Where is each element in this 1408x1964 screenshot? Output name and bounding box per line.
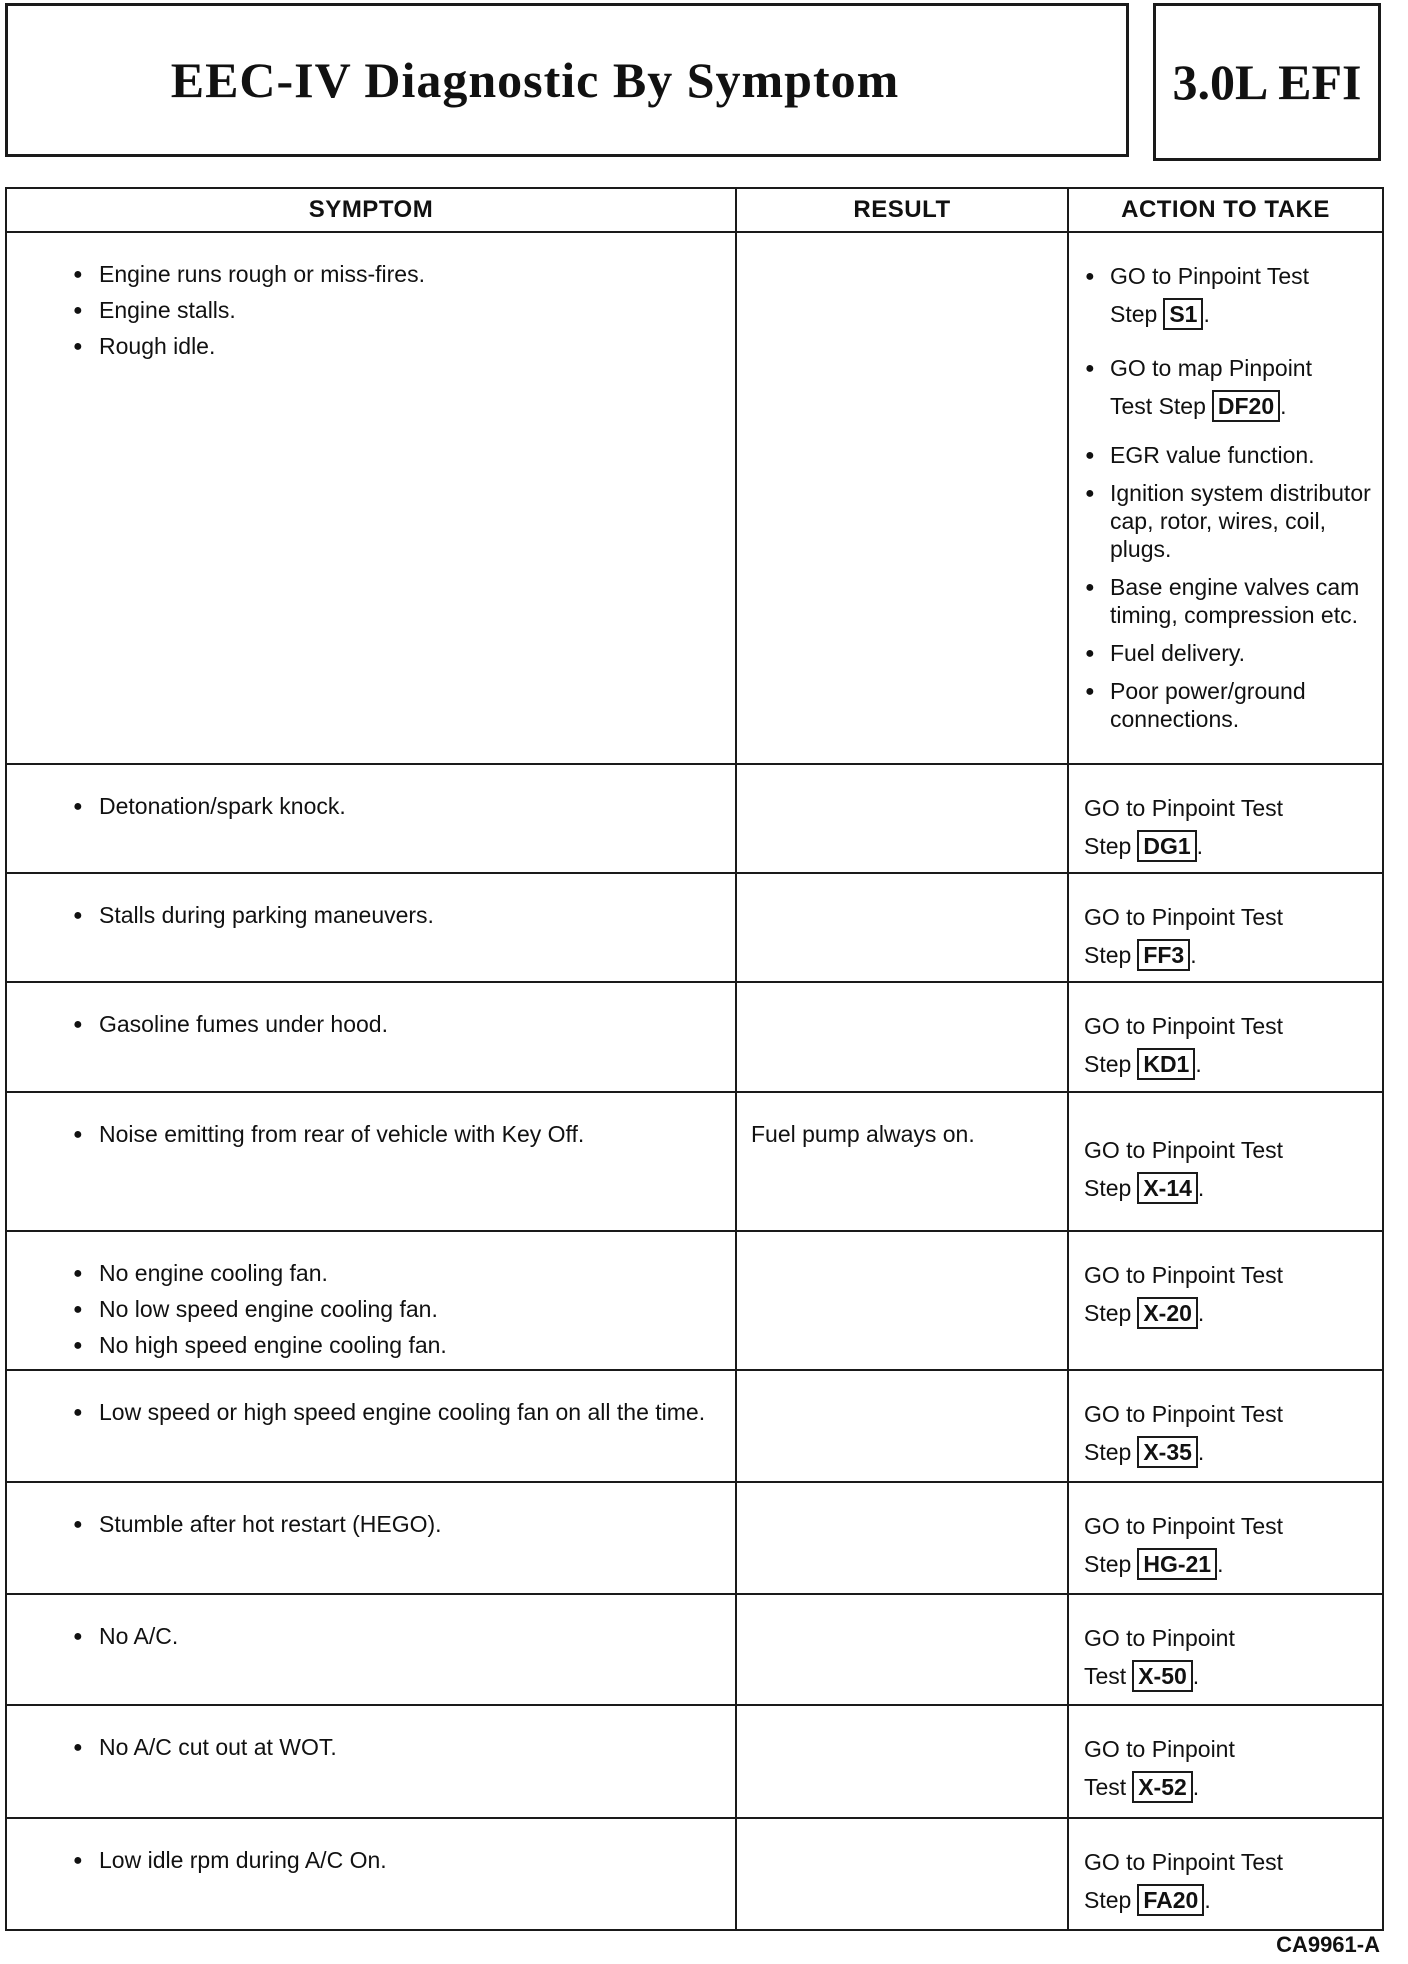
result-text <box>737 1371 1067 1399</box>
symptom-item: ● Low idle rpm during A/C On. <box>99 1847 727 1874</box>
step-reference: X-35 <box>1137 1436 1198 1468</box>
table-row <box>6 1705 1383 1818</box>
table-row <box>6 1370 1383 1482</box>
step-reference: FA20 <box>1137 1884 1204 1916</box>
symptom-item: ● Gasoline fumes under hood. <box>99 1011 727 1038</box>
table-row <box>6 1092 1383 1231</box>
result-text <box>737 1232 1067 1260</box>
result-cell <box>736 1482 1068 1594</box>
step-reference: X-52 <box>1132 1771 1193 1803</box>
action-cell: GO to Pinpoint Test Step X-35 . <box>1068 1370 1383 1482</box>
step-reference: X-14 <box>1137 1172 1198 1204</box>
result-text <box>737 983 1067 1011</box>
action-cell: GO to Pinpoint Test Step FA20 . <box>1068 1818 1383 1930</box>
symptom-item: ● No A/C cut out at WOT. <box>99 1734 727 1761</box>
result-text <box>737 874 1067 902</box>
result-text <box>737 1819 1067 1847</box>
action-text: GO to Pinpoint <box>1084 1625 1235 1651</box>
table-header-row <box>6 188 1383 232</box>
symptom-cell <box>6 1818 736 1930</box>
engine-label: 3.0L EFI <box>1172 54 1362 110</box>
action-item: ● Ignition system distributor cap, rotor, wires, coil, plugs. <box>1110 479 1374 563</box>
action-text: GO to Pinpoint Test <box>1084 795 1284 821</box>
action-item: ● Fuel delivery. <box>1110 639 1374 667</box>
action-text: GO to Pinpoint Test <box>1084 1401 1284 1427</box>
step-reference: DF20 <box>1212 390 1280 422</box>
result-cell <box>736 1594 1068 1705</box>
header-symptom: SYMPTOM <box>6 188 736 232</box>
action-text: GO to Pinpoint Test <box>1084 1013 1284 1039</box>
table-row <box>6 1818 1383 1930</box>
action-cell <box>1068 232 1383 764</box>
action-text: GO to Pinpoint Test <box>1084 1262 1284 1288</box>
figure-code: CA9961-A <box>1276 1932 1380 1957</box>
action-item: ● GO to map Pinpoint Test Step DF20 . <box>1110 349 1374 425</box>
action-text: Step <box>1084 1439 1132 1465</box>
action-text: Step <box>1084 1300 1132 1326</box>
result-text <box>737 1483 1067 1511</box>
symptom-cell <box>6 873 736 982</box>
symptom-item: ● Stumble after hot restart (HEGO). <box>99 1511 727 1538</box>
table-row <box>6 1231 1383 1370</box>
symptom-cell <box>6 1594 736 1705</box>
action-item: ● GO to Pinpoint Test Step S1 . <box>1110 257 1374 333</box>
step-reference: FF3 <box>1137 939 1190 971</box>
result-cell <box>736 1231 1068 1370</box>
symptom-item: ● No A/C. <box>99 1623 727 1650</box>
action-text: Test Step <box>1110 393 1206 419</box>
result-text <box>737 233 1067 261</box>
step-reference: X-20 <box>1137 1297 1198 1329</box>
symptom-item: ● Engine runs rough or miss-fires. <box>99 261 727 288</box>
result-text <box>737 1706 1067 1734</box>
symptom-cell <box>6 1705 736 1818</box>
result-text <box>737 765 1067 793</box>
action-text: Step <box>1084 942 1132 968</box>
symptom-cell <box>6 1231 736 1370</box>
action-item: ● Poor power/ground connections. <box>1110 677 1374 733</box>
step-reference: HG-21 <box>1137 1548 1217 1580</box>
step-reference: S1 <box>1163 298 1203 330</box>
symptom-item: ● Detonation/spark knock. <box>99 793 727 820</box>
symptom-cell <box>6 1370 736 1482</box>
result-cell <box>736 1705 1068 1818</box>
action-text: GO to Pinpoint Test <box>1084 1513 1284 1539</box>
table-row <box>6 764 1383 873</box>
step-reference: X-50 <box>1132 1660 1193 1692</box>
symptom-item: ● Rough idle. <box>99 333 727 360</box>
header-result: RESULT <box>736 188 1068 232</box>
action-text: GO to Pinpoint <box>1084 1736 1235 1762</box>
action-text: GO to Pinpoint Test <box>1084 1137 1284 1163</box>
action-item: ● Base engine valves cam timing, compression etc. <box>1110 573 1374 629</box>
action-text: GO to Pinpoint Test <box>1110 263 1310 289</box>
title-box <box>5 3 1129 157</box>
action-cell: GO to Pinpoint Test Step KD1 . <box>1068 982 1383 1092</box>
result-text <box>737 1595 1067 1623</box>
action-cell: GO to Pinpoint Test Step X-14 . <box>1068 1092 1383 1231</box>
result-cell <box>736 232 1068 764</box>
action-text: Step <box>1110 301 1158 327</box>
result-cell <box>736 1092 1068 1231</box>
action-cell: GO to Pinpoint Test Step HG-21 . <box>1068 1482 1383 1594</box>
action-text: Step <box>1084 1051 1132 1077</box>
result-cell <box>736 764 1068 873</box>
symptom-item: ● No high speed engine cooling fan. <box>99 1332 727 1359</box>
step-reference: KD1 <box>1137 1048 1195 1080</box>
symptom-cell <box>6 1092 736 1231</box>
action-text: GO to map Pinpoint <box>1110 355 1312 381</box>
symptom-item: ● Stalls during parking maneuvers. <box>99 902 727 929</box>
symptom-item: ● Noise emitting from rear of vehicle with Key Off. <box>99 1121 727 1148</box>
action-text: Test <box>1084 1663 1127 1689</box>
action-text: Step <box>1084 1551 1132 1577</box>
result-cell <box>736 873 1068 982</box>
result-cell <box>736 1818 1068 1930</box>
action-text: Step <box>1084 1175 1132 1201</box>
symptom-cell <box>6 1482 736 1594</box>
step-reference: DG1 <box>1137 830 1196 862</box>
result-text: Fuel pump always on. <box>751 1121 975 1147</box>
symptom-cell <box>6 982 736 1092</box>
symptom-item: ● No engine cooling fan. <box>99 1260 727 1287</box>
symptom-item: ● No low speed engine cooling fan. <box>99 1296 727 1323</box>
action-cell: GO to Pinpoint Test Step X-20 . <box>1068 1231 1383 1370</box>
result-cell <box>736 1370 1068 1482</box>
action-item: ● EGR value function. <box>1110 441 1374 469</box>
action-cell: GO to Pinpoint Test X-50 . <box>1068 1594 1383 1705</box>
symptom-item: ● Engine stalls. <box>99 297 727 324</box>
table-row <box>6 982 1383 1092</box>
symptom-cell <box>6 764 736 873</box>
table-row <box>6 873 1383 982</box>
result-cell <box>736 982 1068 1092</box>
action-text: GO to Pinpoint Test <box>1084 1849 1284 1875</box>
table-row <box>6 1482 1383 1594</box>
action-cell: GO to Pinpoint Test Step FF3 . <box>1068 873 1383 982</box>
symptom-cell <box>6 232 736 764</box>
header-action: ACTION TO TAKE <box>1068 188 1383 232</box>
action-text: Test <box>1084 1774 1127 1800</box>
symptom-item: ● Low speed or high speed engine cooling fan on all the time. <box>99 1399 727 1426</box>
action-text: Step <box>1084 1887 1132 1913</box>
table-row <box>6 232 1383 764</box>
table-row <box>6 1594 1383 1705</box>
diagnostic-table <box>5 187 1384 1931</box>
action-cell: GO to Pinpoint Test Step DG1 . <box>1068 764 1383 873</box>
page-title: EEC-IV Diagnostic By Symptom <box>170 52 900 108</box>
action-cell: GO to Pinpoint Test X-52 . <box>1068 1705 1383 1818</box>
action-text: GO to Pinpoint Test <box>1084 904 1284 930</box>
engine-box <box>1153 3 1381 161</box>
action-text: Step <box>1084 833 1132 859</box>
